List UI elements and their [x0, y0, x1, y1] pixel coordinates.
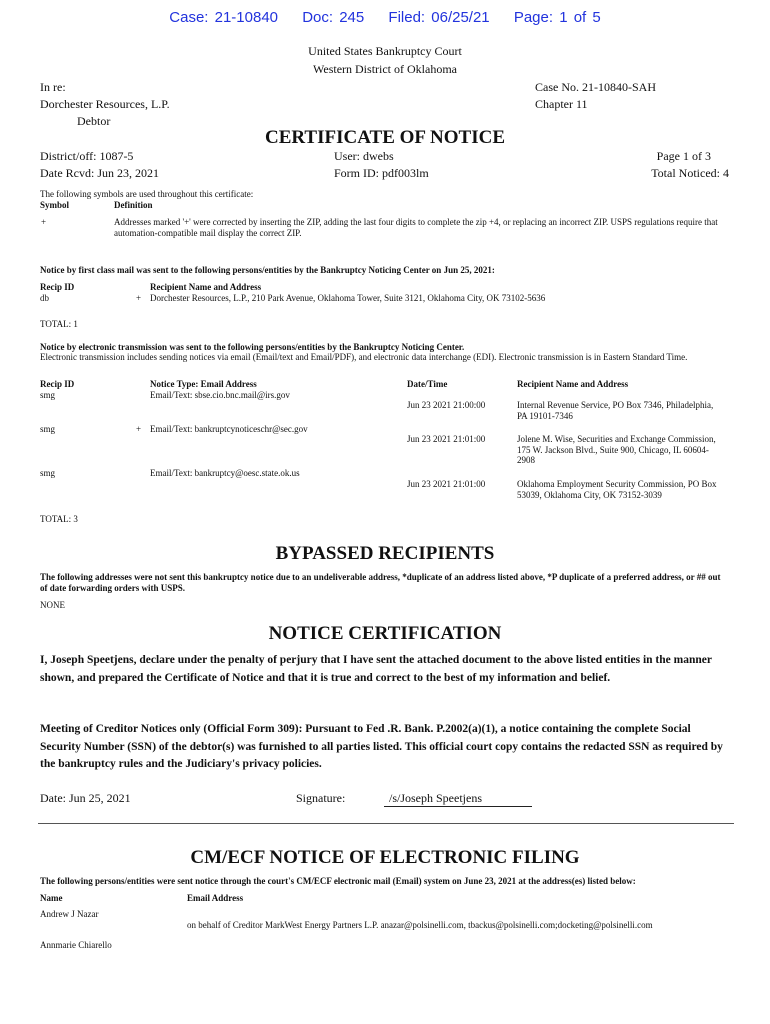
in-re-label: In re:: [40, 80, 66, 94]
certification-title: NOTICE CERTIFICATION: [268, 623, 502, 644]
certification-ssn-note: Meeting of Creditor Notices only (Official Form 309): Pursuant to Fed .R. Bank. P.2002(a)(1), a notice containing the complete Social Security Number (SSN) of the debtor(s) was furnished to all parties listed. This official court copy contains the redacted SSN as required by the bankruptcy rules and the Judiciary's privacy policies.: [40, 723, 723, 770]
total-noticed: Total Noticed: 4: [651, 166, 729, 180]
elec-datetime: Jun 23 2021 21:00:00: [407, 400, 486, 410]
cert-page: Page 1 of 3: [656, 149, 711, 163]
mail-intro: Notice by first class mail was sent to the following persons/entities by the Bankruptcy Noticing Center on Jun 25, 2021:: [40, 265, 495, 275]
elec-email: Email/Text: bankruptcy@oesc.state.ok.us: [150, 468, 300, 478]
debtor-label: Debtor: [77, 114, 111, 128]
cmecf-title: CM/ECF NOTICE OF ELECTRONIC FILING: [190, 847, 580, 868]
bypassed-none: NONE: [40, 600, 65, 610]
symbol-definition: Addresses marked '+' were corrected by inserting the ZIP, adding the last four digits to complete the zip +4, or replacing an incorrect ZIP. USPS regulations require that automation-compatible mail display the correct ZIP.: [114, 217, 718, 238]
mail-recip-id: db: [40, 293, 49, 303]
page-header: [0, 9, 770, 26]
page-indicator: Page: 1 of 5: [513, 9, 601, 26]
elec-recipient-address: Jolene M. Wise, Securities and Exchange Commission, 175 W. Jackson Blvd., Suite 900, Chicago, IL 60604-2908: [517, 434, 716, 465]
mail-mark: +: [136, 293, 142, 303]
symbol-column-header: Symbol: [40, 200, 70, 210]
symbol-plus: +: [41, 217, 47, 227]
court-name: United States Bankruptcy Court: [308, 44, 462, 58]
date-received: Date Rcvd: Jun 23, 2021: [40, 166, 159, 180]
definition-column-header: Definition: [114, 200, 153, 210]
electronic-total: TOTAL: 3: [40, 514, 78, 524]
elec-datetime: Jun 23 2021 21:01:00: [407, 434, 486, 444]
court-district: Western District of Oklahoma: [313, 62, 457, 76]
user-id: User: dwebs: [334, 149, 394, 163]
district-office: District/off: 1087-5: [40, 149, 134, 163]
cmecf-recipient-name: Andrew J Nazar: [40, 909, 99, 919]
symbols-intro: The following symbols are used throughout this certificate:: [40, 189, 254, 199]
signature-label: Signature:: [296, 791, 346, 805]
elec-email: Email/Text: sbse.cio.bnc.mail@irs.gov: [150, 390, 290, 400]
debtor-name: Dorchester Resources, L.P.: [40, 97, 170, 111]
electronic-description: Electronic transmission includes sending notices via email (Email/text and Email/PDF), and electronic data interchange (EDI). Electronic transmission is in Eastern Standard Time.: [40, 352, 688, 362]
mail-recipient-address: Dorchester Resources, L.P., 210 Park Avenue, Oklahoma Tower, Suite 3121, Oklahoma City, OK 73102-5636: [150, 293, 546, 303]
signature-date: Date: Jun 25, 2021: [40, 791, 131, 805]
signature-line: [384, 806, 532, 807]
elec-recip-id: smg: [40, 468, 56, 478]
case-number: Case: 21-10840: [169, 9, 279, 26]
elec-recipient-address: Internal Revenue Service, PO Box 7346, Philadelphia, PA 19101-7346: [517, 400, 714, 421]
form-id: Form ID: pdf003lm: [334, 166, 429, 180]
chapter: Chapter 11: [535, 97, 588, 111]
doc-number: Doc: 245: [302, 9, 365, 26]
mail-recip-header: Recip ID: [40, 282, 75, 292]
case-no: Case No. 21-10840-SAH: [535, 80, 656, 94]
elec-email: Email/Text: bankruptcynoticeschr@sec.gov: [150, 424, 308, 434]
bypassed-title: BYPASSED RECIPIENTS: [275, 543, 495, 564]
elec-recipient-address: Oklahoma Employment Security Commission, PO Box 53039, Oklahoma City, OK 73152-3039: [517, 479, 717, 500]
cmecf-name-header: Name: [40, 893, 63, 903]
mail-total: TOTAL: 1: [40, 319, 78, 329]
cmecf-description: The following persons/entities were sent notice through the court's CM/ECF electronic mail (Email) system on June 23, 2021 at the address(es) listed below:: [40, 876, 636, 886]
electronic-intro: Notice by electronic transmission was sent to the following persons/entities by the Bankruptcy Noticing Center.: [40, 342, 465, 352]
cmecf-recipient-email: on behalf of Creditor MarkWest Energy Partners L.P. anazar@polsinelli.com, tbackus@polsinelli.com;docketing@polsinelli.com: [187, 920, 653, 930]
elec-recip-id: smg: [40, 424, 56, 434]
filed-date: Filed: 06/25/21: [388, 9, 490, 26]
cmecf-email-header: Email Address: [187, 893, 244, 903]
certification-declaration: I, Joseph Speetjens, declare under the penalty of perjury that I have sent the attached document to the above listed entities in the manner shown, and prepared the Certificate of Notice and that it is true and correct to the best of my information and belief.: [40, 654, 712, 684]
certificate-title: CERTIFICATE OF NOTICE: [264, 127, 506, 148]
bypassed-description: The following addresses were not sent this bankruptcy notice due to an undeliverable address, *duplicate of an address listed above, *P duplicate of a preferred address, or ## out of date forwarding orders with USPS.: [40, 572, 721, 593]
elec-datetime: Jun 23 2021 21:01:00: [407, 479, 486, 489]
elec-recip-header: Recip ID: [40, 379, 75, 389]
elec-name-header: Recipient Name and Address: [517, 379, 629, 389]
section-divider: [38, 823, 734, 824]
elec-type-header: Notice Type: Email Address: [150, 379, 257, 389]
mail-name-header: Recipient Name and Address: [150, 282, 262, 292]
elec-date-header: Date/Time: [407, 379, 448, 389]
elec-mark: +: [136, 424, 142, 434]
elec-recip-id: smg: [40, 390, 56, 400]
cmecf-recipient-name: Annmarie Chiarello: [40, 940, 112, 950]
signature-value: /s/Joseph Speetjens: [389, 791, 482, 805]
